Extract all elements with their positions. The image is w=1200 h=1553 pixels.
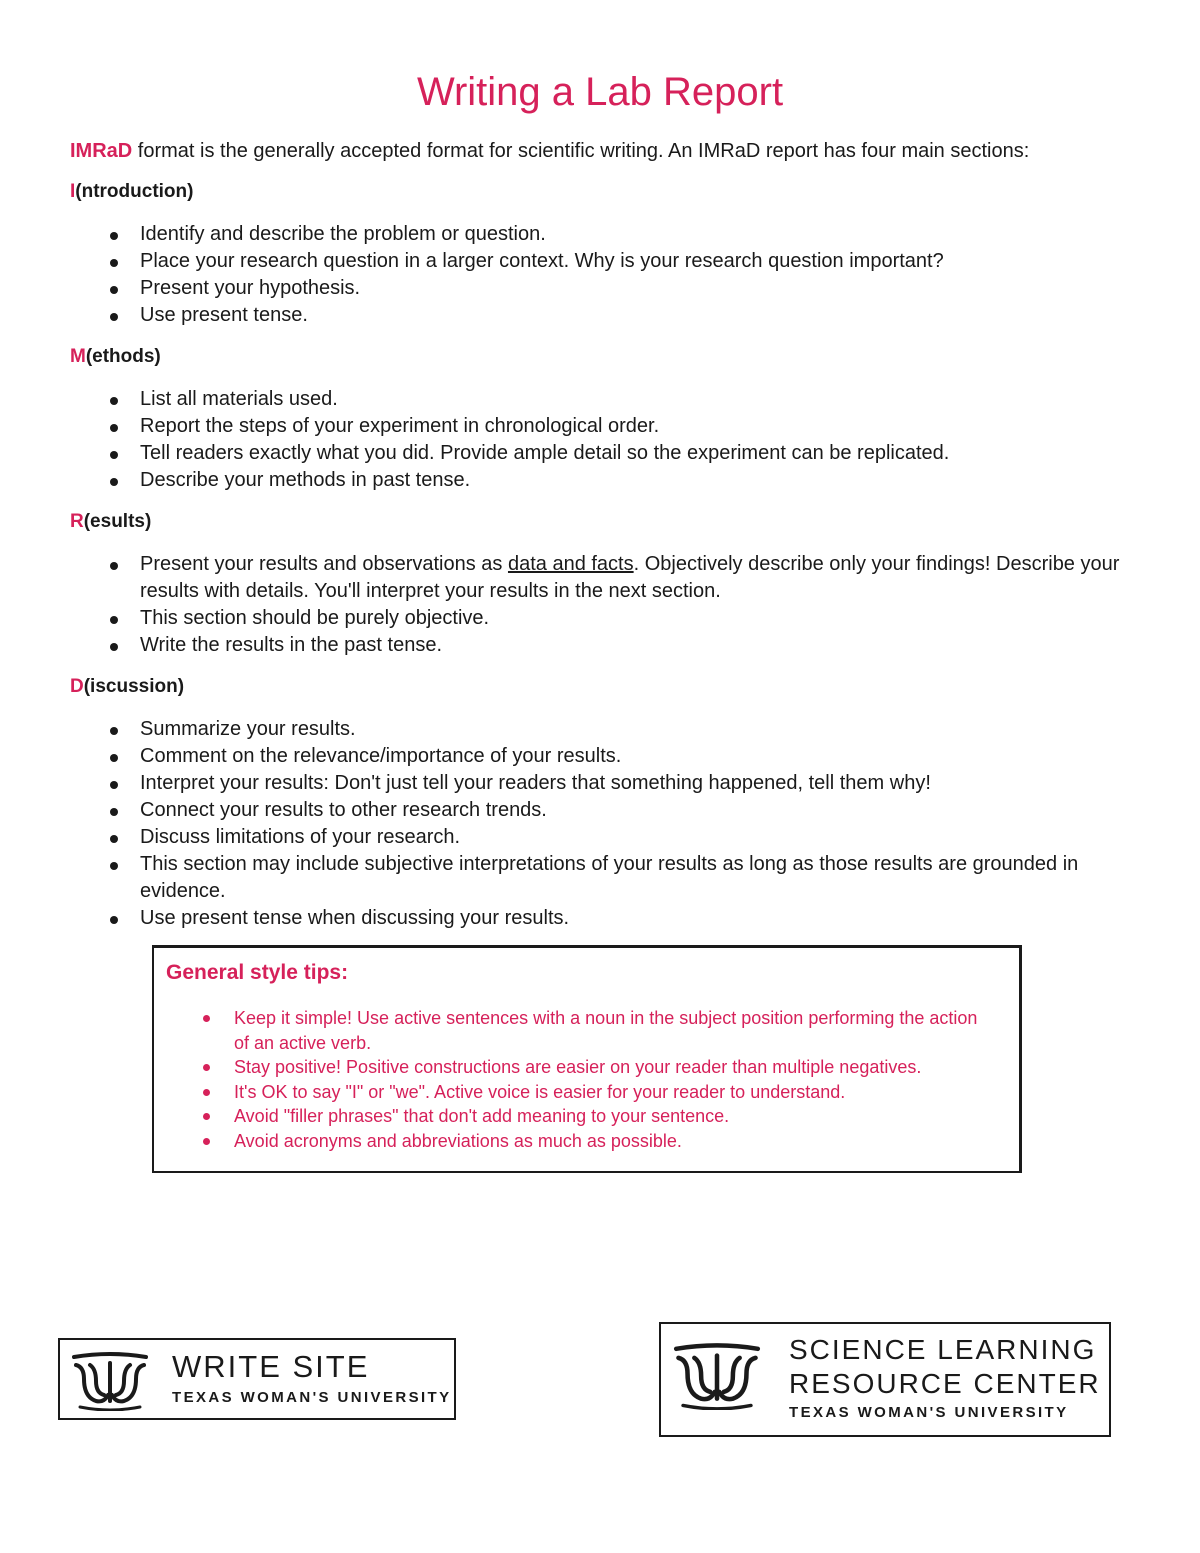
- data-and-facts-link[interactable]: data and facts: [507, 553, 634, 575]
- list-item: Comment on the relevance/importance of your results.: [70, 743, 1130, 770]
- write-site-logo: [58, 1338, 456, 1420]
- list-item: Write the results in the past tense.: [70, 632, 1130, 659]
- tip-item: Stay positive! Positive constructions are easier on your reader than multiple negatives.: [154, 1055, 1014, 1080]
- introduction-list: [70, 221, 1130, 329]
- slrc-name-line1: SCIENCE LEARNING: [789, 1334, 1097, 1365]
- slrc-university: TEXAS WOMAN'S UNIVERSITY: [789, 1404, 1069, 1421]
- write-site-name: WRITE SITE: [172, 1349, 370, 1384]
- discussion-list: [70, 716, 1130, 932]
- list-item: Report the steps of your experiment in chronological order.: [70, 413, 1130, 440]
- list-item: Summarize your results.: [70, 716, 1130, 743]
- style-tips-box: [152, 945, 1022, 1173]
- section-heading-introduction: I(ntroduction): [70, 181, 194, 202]
- intro-text: format is the generally accepted format for scientific writing. An IMRaD report has four main sections:: [132, 140, 1030, 162]
- page-title: Writing a Lab Report: [416, 70, 784, 114]
- list-item: Describe your methods in past tense.: [70, 467, 1130, 494]
- list-item: Identify and describe the problem or question.: [70, 221, 1130, 248]
- twu-emblem-icon: [671, 1342, 763, 1410]
- list-item: Use present tense when discussing your results.: [70, 905, 1130, 932]
- results-list: [70, 551, 1130, 659]
- tip-item: Keep it simple! Use active sentences with a noun in the subject position performing the action of an active verb.: [154, 1006, 1014, 1055]
- slrc-name-line2: RESOURCE CENTER: [789, 1368, 1101, 1399]
- list-item: Present your results and observations as data and facts. Objectively describe only your findings! Describe your results with details. You'll interpret your results in the next section.: [70, 551, 1130, 605]
- list-item: Discuss limitations of your research.: [70, 824, 1130, 851]
- imrad-term: IMRaD: [70, 140, 133, 162]
- tip-item: Avoid "filler phrases" that don't add meaning to your sentence.: [154, 1104, 1014, 1129]
- list-item: List all materials used.: [70, 386, 1130, 413]
- intro-paragraph: [70, 138, 1130, 165]
- twu-emblem-icon: [70, 1351, 150, 1411]
- tip-item: It's OK to say "I" or "we". Active voice is easier for your reader to understand.: [154, 1080, 1014, 1105]
- list-item: Place your research question in a larger context. Why is your research question important?: [70, 248, 1130, 275]
- tips-title: General style tips:: [166, 961, 349, 984]
- methods-list: [70, 386, 1130, 494]
- section-heading-results: R(esults): [70, 511, 152, 532]
- list-item: Use present tense.: [70, 302, 1130, 329]
- document-body: [70, 138, 1130, 946]
- section-heading-discussion: D(iscussion): [70, 676, 185, 697]
- section-heading-methods: M(ethods): [70, 346, 161, 367]
- list-item: Present your hypothesis.: [70, 275, 1130, 302]
- list-item: Interpret your results: Don't just tell your readers that something happened, tell them why!: [70, 770, 1130, 797]
- tips-list: [154, 1006, 1014, 1153]
- list-item: Tell readers exactly what you did. Provide ample detail so the experiment can be replicated.: [70, 440, 1130, 467]
- list-item: This section may include subjective interpretations of your results as long as those results are grounded in evidence.: [70, 851, 1130, 905]
- slrc-logo: [659, 1322, 1111, 1437]
- write-site-university: TEXAS WOMAN'S UNIVERSITY: [172, 1389, 452, 1406]
- tip-item: Avoid acronyms and abbreviations as much as possible.: [154, 1129, 1014, 1154]
- list-item: This section should be purely objective.: [70, 605, 1130, 632]
- list-item: Connect your results to other research trends.: [70, 797, 1130, 824]
